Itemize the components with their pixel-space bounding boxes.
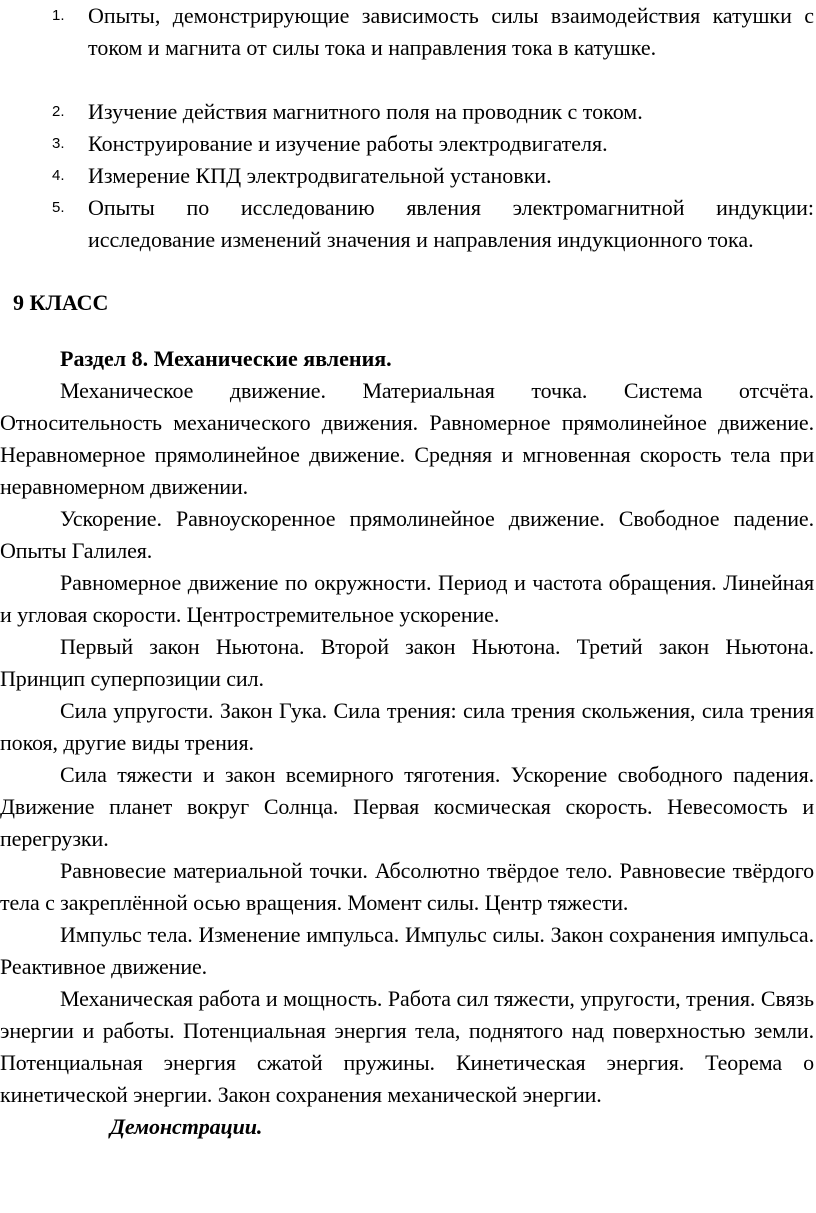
paragraph: Равновесие материальной точки. Абсолютно твёрдое тело. Равновесие твёрдого тела с закреплённой осью вращения. Момент силы. Центр тяжести. (0, 858, 814, 915)
list-item-number: 1. (52, 7, 65, 24)
demonstrations-heading: Демонстрации. (110, 1114, 263, 1139)
list-item-number: 2. (52, 103, 65, 120)
grade-heading: 9 КЛАСС (13, 290, 109, 315)
list-item-number: 3. (52, 135, 65, 152)
list-item-text: Опыты, демонстрирующие зависимость силы взаимодействия катушки с током и магнита от силы тока и направления тока в катушке. (88, 3, 814, 60)
section-body (0, 375, 814, 1143)
paragraph: Сила упругости. Закон Гука. Сила трения: сила трения скольжения, сила трения покоя, другие виды трения. (0, 698, 814, 755)
list-item (0, 128, 816, 160)
list-item-text: Изучение действия магнитного поля на проводник с током. (88, 99, 643, 124)
list-item-text: Измерение КПД электродвигательной установки. (88, 163, 552, 188)
paragraph: Равномерное движение по окружности. Период и частота обращения. Линейная и угловая скорости. Центростремительное ускорение. (0, 570, 814, 627)
section-heading: Раздел 8. Механические явления. (60, 346, 392, 371)
list-item (0, 160, 816, 192)
list-item (0, 192, 816, 256)
paragraph: Сила тяжести и закон всемирного тяготения. Ускорение свободного падения. Движение планет вокруг Солнца. Первая космическая скорость. Невесомость и перегрузки. (0, 762, 814, 851)
list-item (0, 0, 816, 64)
paragraph: Первый закон Ньютона. Второй закон Ньютона. Третий закон Ньютона. Принцип суперпозиции сил. (0, 634, 814, 691)
list-item-number: 4. (52, 167, 65, 184)
paragraph: Механическое движение. Материальная точка. Система отсчёта. Относительность механического движения. Равномерное прямолинейное движение. Неравномерное прямолинейное движение. Средняя и мгновенная скорость тела при неравномерном движении. (0, 378, 814, 499)
paragraph: Механическая работа и мощность. Работа сил тяжести, упругости, трения. Связь энергии и работы. Потенциальная энергия тела, поднятого над поверхностью земли. Потенциальная энергия сжатой пружины. Кинетическая энергия. Теорема о кинетической энергии. Закон сохранения механической энергии. (0, 986, 814, 1107)
list-item-text: Опыты по исследованию явления электромагнитной индукции: исследование изменений значения и направления индукционного тока. (88, 195, 814, 252)
paragraph: Ускорение. Равноускоренное прямолинейное движение. Свободное падение. Опыты Галилея. (0, 506, 814, 563)
list-item-number: 5. (52, 199, 65, 216)
list-item (0, 96, 816, 128)
list-item-text: Конструирование и изучение работы электродвигателя. (88, 131, 608, 156)
paragraph: Импульс тела. Изменение импульса. Импульс силы. Закон сохранения импульса. Реактивное движение. (0, 922, 814, 979)
